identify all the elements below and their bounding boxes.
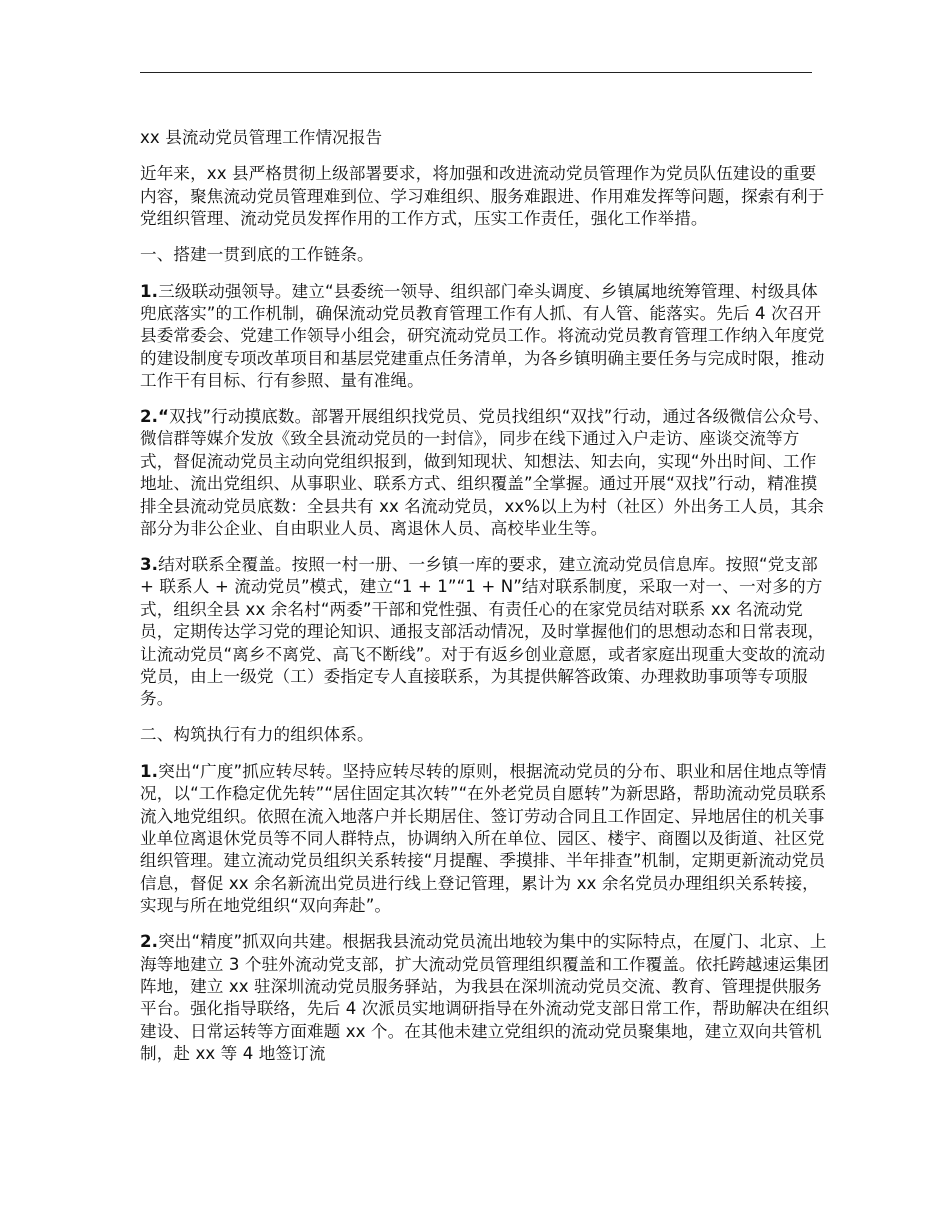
item-number: 2. (140, 932, 159, 952)
section-2-item-2 (140, 931, 830, 1065)
header-rule (140, 72, 812, 73)
document-page (140, 0, 830, 1230)
item-number: 3. (140, 555, 159, 574)
section-1-heading: 一、搭建一贯到底的工作链条。 (140, 245, 374, 265)
item-number: 2.“ (140, 407, 170, 427)
section-2-item-1 (140, 761, 830, 918)
item-number: 1. (140, 281, 159, 301)
item-text: 突出“精度”抓双向共建。根据我县流动党员流出地较为集中的实际特点，在厦门、北京、上海等地建立 3 个驻外流动党支部，扩大流动党员管理组织覆盖和工作覆盖。依托跨越速运集团阵地，建立 xx 驻深圳流动党员服务驿站，为我县在深圳流动党员交流、教育、管理提供服务平台。强化指导联络，先后 4 次派员实地调研指导在外流动党支部日常工作，帮助解决在组织建设、日常运转等方面难题 xx 个。在其他未建立党组织的流动党员聚集地，建立双向共管机制，赴 xx 等 4 地签订流 (140, 932, 830, 1064)
document-body (140, 127, 830, 1079)
item-text: 结对联系全覆盖。按照一村一册、一乡镇一库的要求，建立流动党员信息库。按照“党支部 + 联系人 + 流动党员”模式，建立“1 + 1”“1 + N”结对联系制度，采取一对一、一对多的方式，组织全县 xx 余名村“两委”干部和党性强、有责任心的在家党员结对联系 xx 名流动党员，定期传达学习党的理论知识、通报支部活动情况，及时掌握他们的思想动态和日常表现，让流动党员“离乡不离党、高飞不断线”。对于有返乡创业意愿，或者家庭出现重大变故的流动党员，由上一级党（工）委指定专人直接联系，为其提供解答政策、办理救助事项等专项服务。 (140, 555, 826, 709)
section-1-item-2 (140, 406, 830, 540)
section-1-item-3 (140, 554, 830, 711)
document-title: xx 县流动党员管理工作情况报告 (140, 128, 383, 147)
section-2-heading: 二、构筑执行有力的组织体系。 (140, 725, 374, 745)
section-1-item-1 (140, 281, 830, 393)
item-text: 突出“广度”抓应转尽转。坚持应转尽转的原则，根据流动党员的分布、职业和居住地点等情况，以“工作稳定优先转”“居住固定其次转”“在外老党员自愿转”为新思路，帮助流动党员联系流入地党组织。依照在流入地落户并长期居住、签订劳动合同且工作固定、异地居住的机关事业单位离退休党员等不同人群特点，协调纳入所在单位、园区、楼宇、商圈以及街道、社区党组织管理。建立流动党员组织关系转接“月提醒、季摸排、半年排查”机制，定期更新流动党员信息，督促 xx 余名新流出党员进行线上登记管理，累计为 xx 余名党员办理组织关系转接，实现与所在地党组织“双向奔赴”。 (140, 761, 827, 916)
item-number: 1. (140, 761, 159, 781)
item-text: 三级联动强领导。建立“县委统一领导、组织部门牵头调度、乡镇属地统筹管理、村级具体兜底落实”的工作机制，确保流动党员教育管理工作有人抓、有人管、能落实。先后 4 次召开县委常委会、党建工作领导小组会，研究流动党员工作。将流动党员教育管理工作纳入年度党的建设制度专项改革项目和基层党建重点任务清单，为各乡镇明确主要任务与完成时限，推动工作干有目标、行有参照、量有准绳。 (140, 281, 825, 391)
item-text: 双找”行动摸底数。部署开展组织找党员、党员找组织“双找”行动，通过各级微信公众号、微信群等媒介发放《致全县流动党员的一封信》，同步在线下通过入户走访、座谈交流等方式，督促流动党员主动向党组织报到，做到知现状、知想法、知去向，实现“外出时间、工作地址、流出党组织、从事职业、联系方式、组织覆盖”全掌握。通过开展“双找”行动，精准摸排全县流动党员底数：全县共有 xx 名流动党员，xx%以上为村（社区）外出务工人员，其余部分为非公企业、自由职业人员、离退休人员、高校毕业生等。 (140, 407, 830, 539)
intro-paragraph: 近年来，xx 县严格贯彻上级部署要求，将加强和改进流动党员管理作为党员队伍建设的重要内容，聚焦流动党员管理难到位、学习难组织、服务难跟进、作用难发挥等问题，探索有利于党组织管理、流动党员发挥作用的工作方式，压实工作责任，强化工作举措。 (140, 164, 825, 229)
